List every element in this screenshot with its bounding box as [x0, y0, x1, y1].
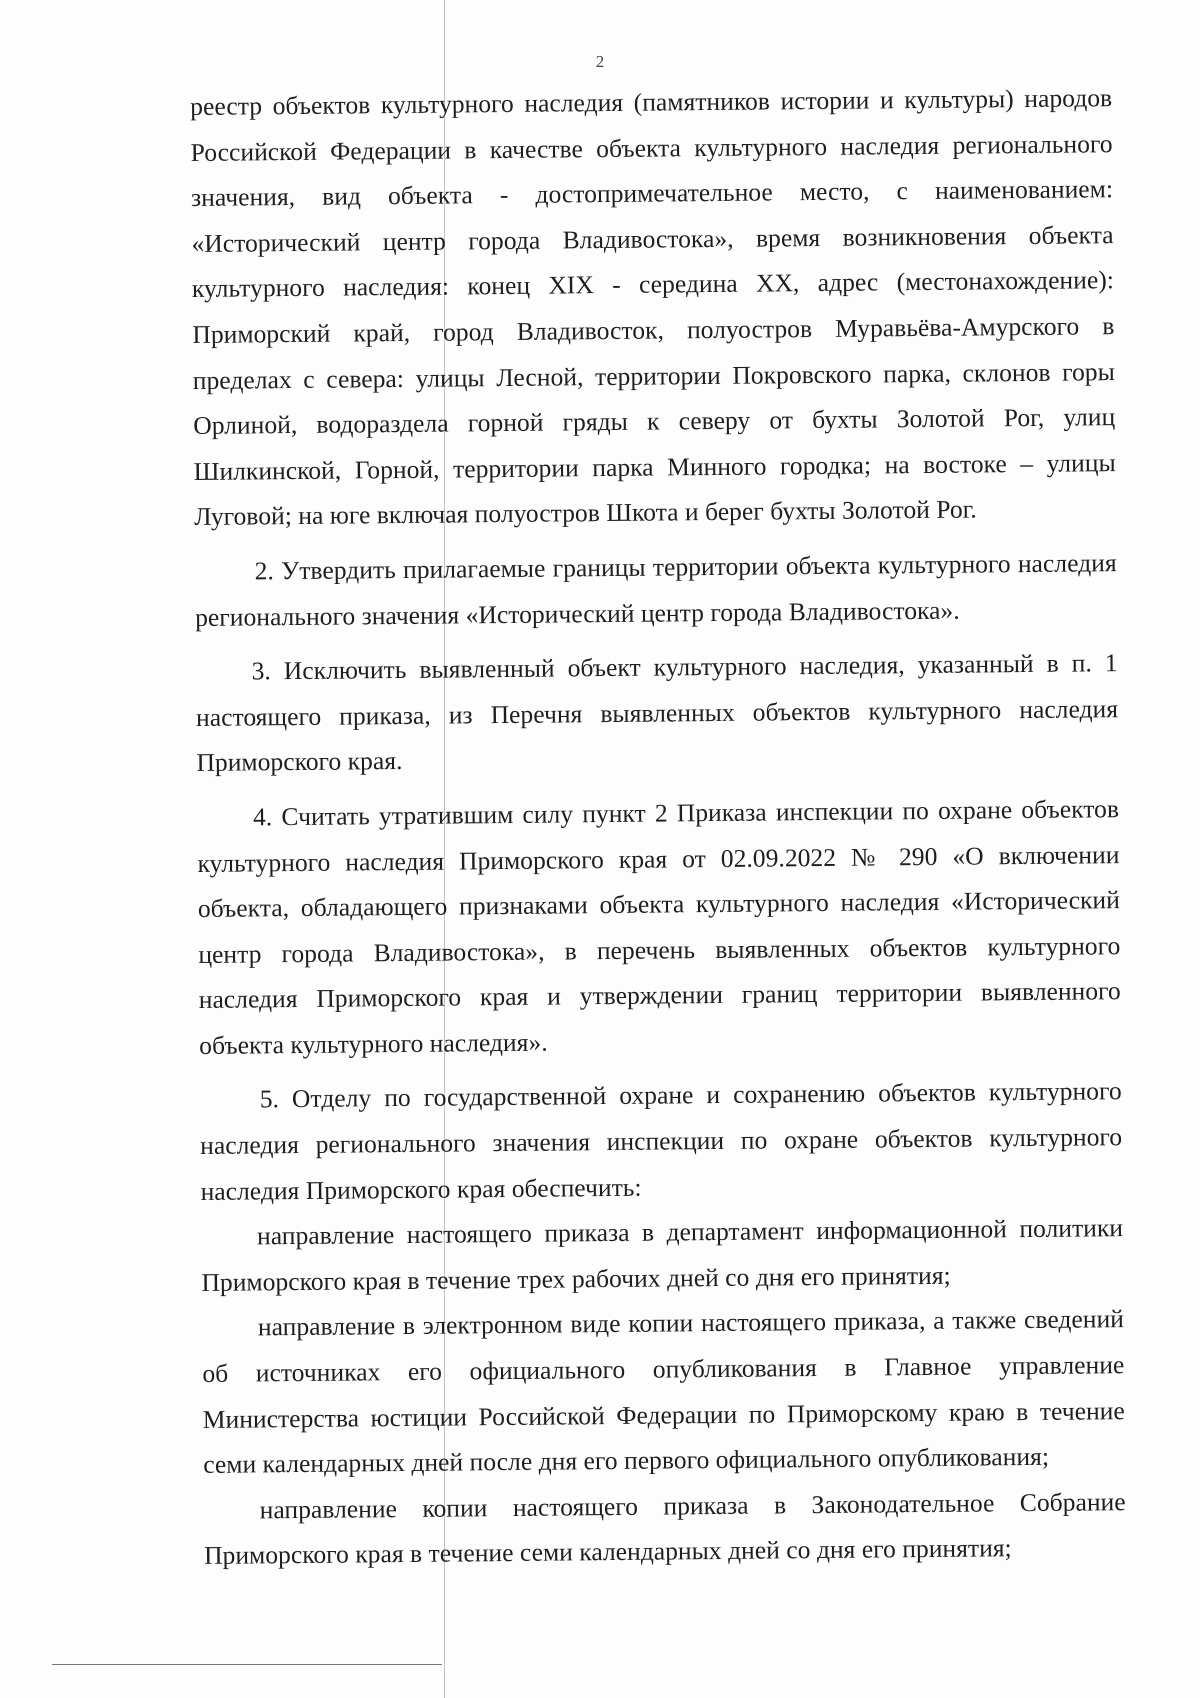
paragraph-subitem-justice-ministry: направление в электронном виде копии настоящего приказа, а также сведений об источниках его официального опубликования в Главное управление Министерства юстиции Российской Федерации по Приморскому краю в течение семи календарных дней после дня его первого официального опубликования; — [202, 1304, 1125, 1480]
paragraph-item-4: 4. Считать утратившим силу пункт 2 Приказа инспекции по охране объектов культурного наследия Приморского края от 02.09.2022 № 290 «О включении объекта, обладающего признаками объекта культурного наследия «Исторический центр города Владивостока», в перечень выявленных объектов культурного наследия Приморского края и утверждении границ территории выявленного объекта культурного наследия». — [197, 794, 1121, 1060]
paragraph-subitem-info-policy: направление настоящего приказа в департамент информационной политики Приморского края в течение трех рабочих дней со дня его принятия; — [201, 1213, 1124, 1297]
paragraph-item-5: 5. Отделу по государственной охране и сохранению объектов культурного наследия регионального значения инспекции по охране объектов культурного наследия Приморского края обеспечить: — [200, 1076, 1123, 1206]
paragraph-item-2: 2. Утвердить прилагаемые границы территории объекта культурного наследия регионального значения «Исторический центр города Владивостока». — [194, 548, 1117, 632]
document-body — [190, 75, 1126, 1579]
page-number: 2 — [595, 52, 605, 71]
paragraph-registry-continuation: реестр объектов культурного наследия (памятников истории и культуры) народов Российской Федерации в качестве объекта культурного наследия регионального значения, вид объекта - достопримечательное место, с наименованием: «Исторический центр города Владивостока», время возникновения объекта культурного наследия: конец XIX - середина XX, адрес (местонахождение): Приморский край, город Владивосток, полуостров Муравьёва-Амурского в пределах с севера: улицы Лесной, территории Покровского парка, склонов горы Орлиной, водораздела горной гряды к северу от бухты Золотой Рог, улиц Шилкинской, Горной, территории парка Минного городка; на востоке – улицы Луговой; на юге включая полуостров Шкота и берег бухты Золотой Рог. — [190, 83, 1116, 532]
paragraph-subitem-legislative-assembly: направление копии настоящего приказа в Законодательное Собрание Приморского края в течение семи календарных дней со дня его принятия; — [203, 1486, 1126, 1571]
footer-rule — [52, 1664, 442, 1665]
paragraph-item-3: 3. Исключить выявленный объект культурного наследия, указанный в п. 1 настоящего приказа, из Перечня выявленных объектов культурного наследия Приморского края. — [195, 648, 1119, 778]
